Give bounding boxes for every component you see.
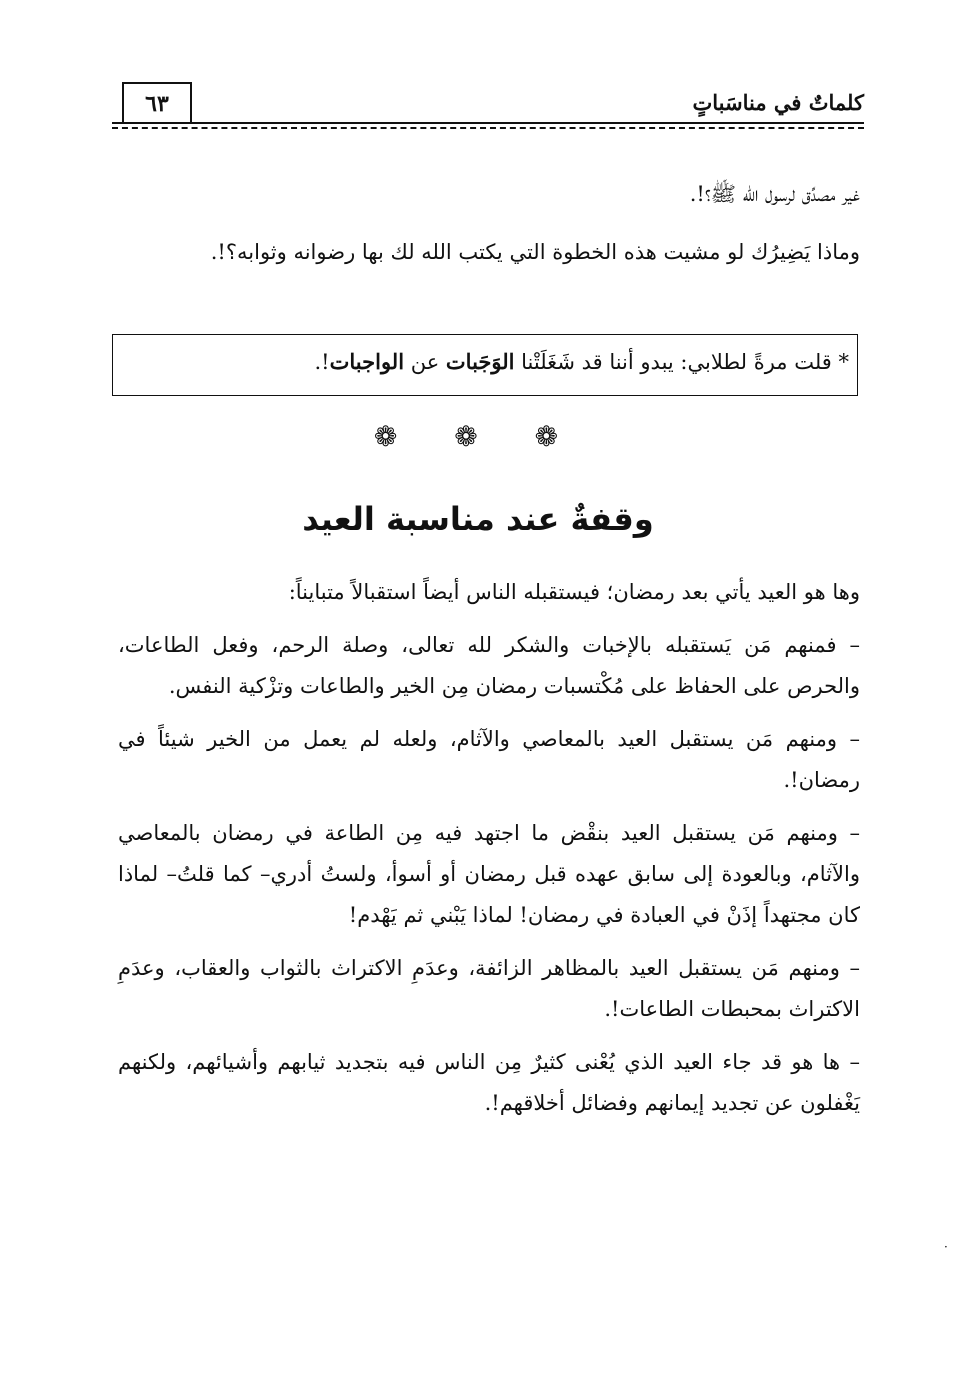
paragraph: وماذا يَضِيرُك لو مشيت هذه الخطوة التي يكتب الله لك بها رضوانه وثوابه؟!. bbox=[210, 240, 860, 264]
body-text-block bbox=[118, 572, 860, 1124]
page-header bbox=[112, 82, 864, 128]
paragraph: وها هو العيد يأتي بعد رمضان؛ فيستقبله الناس أيضاً استقبالاً متبايناً: bbox=[288, 580, 860, 604]
paragraph: – ومنهم مَن يستقبل العيد بنقْض ما اجتهد فيه مِن الطاعة في رمضان بالمعاصي والآثام، وبالعودة إلى سابق عهده قبل رمضان أو أسوأ، ولستُ أدري– كما قلتُ– لماذا كان مجتهداً إذَنْ في العبادة في رمضان! لماذا يَبْني ثم يَهْدم! bbox=[118, 821, 860, 927]
header-rule bbox=[112, 122, 864, 124]
note-prefix: * قلت مرةً لطلابي: يبدو أننا قد شَغَلَتْنا bbox=[514, 350, 849, 374]
note-bold-word: الواجبات bbox=[329, 349, 405, 374]
header-dashed-rule bbox=[112, 127, 864, 129]
paragraph: – ها هو قد جاء العيد الذي يُعْنى كثيرٌ مِن الناس فيه بتجديد ثيابهم وأشيائهم، ولكنهم يَغْفلون عن تجديد إيمانهم وفضائل أخلاقهم!. bbox=[118, 1050, 860, 1115]
paragraph: غير مصدِّق لرسول الله ﷺ؟!. bbox=[689, 182, 860, 206]
paragraph: – ومنهم مَن يستقبل العيد بالمعاصي والآثام، ولعله لم يعمل من الخير شيئاً في رمضان!. bbox=[118, 727, 860, 792]
boxed-note bbox=[112, 334, 858, 396]
paragraph: – ومنهم مَن يستقبل العيد بالمظاهر الزائفة، وعدَمِ الاكتراث بالثواب والعقاب، وعدَمِ الاكتراث بمحبطات الطاعات!. bbox=[118, 956, 860, 1021]
paragraph: – فمنهم مَن يَستقبله بالإخبات والشكر لله تعالى، وصلة الرحم، وفعل الطاعات، والحرص على الحفاظ على مُكْتسبات رمضان مِن الخير والطاعات وتزْكية النفس. bbox=[118, 633, 860, 698]
top-text-block bbox=[118, 174, 860, 272]
running-title: كلماتٌ في مناسَباتٍ bbox=[692, 90, 864, 115]
note-suffix: !. bbox=[314, 350, 330, 374]
scan-artifact: · bbox=[944, 1240, 948, 1254]
page-number: ٦٣ bbox=[122, 82, 192, 124]
note-bold-word: الوَجَبات bbox=[445, 349, 515, 374]
note-middle: عن bbox=[404, 350, 446, 374]
ornament-separator: ❁ ❁ ❁ bbox=[373, 420, 583, 453]
section-title: وقفةٌ عند مناسبة العيد bbox=[302, 500, 654, 538]
